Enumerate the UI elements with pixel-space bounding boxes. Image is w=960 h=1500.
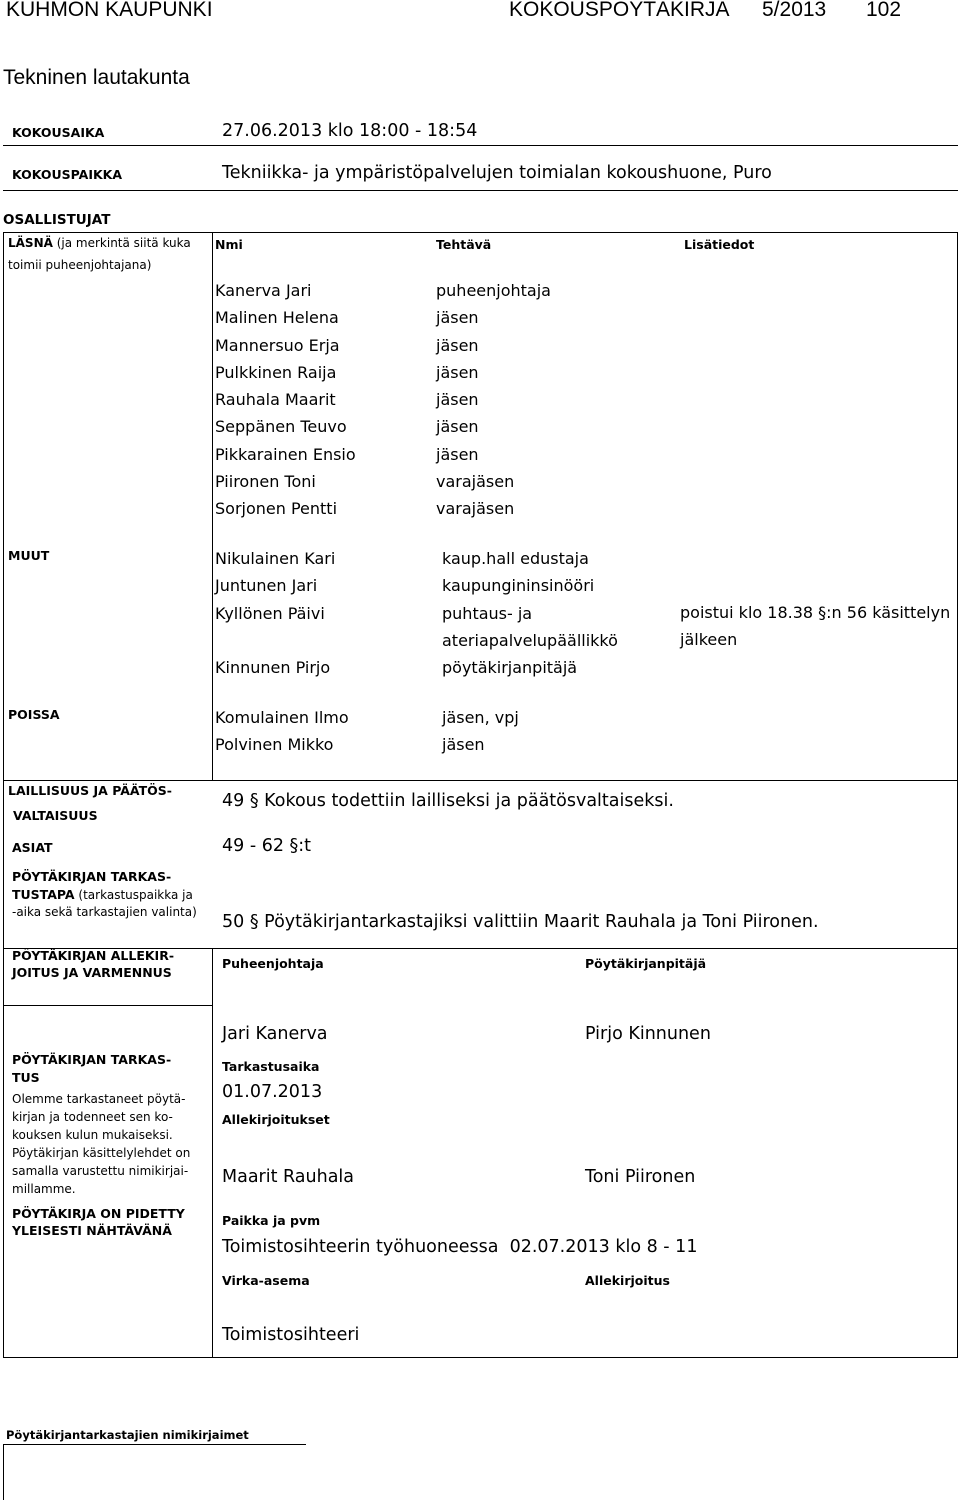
- divider: [3, 190, 958, 191]
- list-item: varajäsen: [436, 499, 515, 519]
- divider: [3, 145, 958, 146]
- absent-names: [215, 704, 349, 759]
- position-value: Toimistosihteeri: [222, 1325, 360, 1345]
- list-item: Polvinen Mikko: [215, 735, 334, 755]
- column-role-header: Tehtävä: [436, 237, 492, 252]
- review-method-text: 50 § Pöytäkirjantarkastajiksi valittiin Maarit Rauhala ja Toni Piironen.: [222, 912, 819, 932]
- list-item: pöytäkirjanpitäjä: [442, 658, 578, 678]
- frame-right: [957, 232, 958, 1358]
- secretary-name: Pirjo Kinnunen: [585, 1024, 711, 1044]
- column-divider: [212, 948, 213, 1358]
- frame-left: [3, 232, 4, 1358]
- review-note: Olemme tarkastaneet pöytä- kirjan ja todenneet sen ko- kouksen kulun mukaiseksi. Pöytäkirjan käsittelylehdet on samalla varustettu nimikirjai- millamme.: [12, 1092, 191, 1196]
- list-item: jäsen: [436, 390, 479, 410]
- review-method-label-line3: -aika sekä tarkastajien valinta): [12, 905, 197, 919]
- meeting-time-value: 27.06.2013 klo 18:00 - 18:54: [222, 121, 478, 141]
- others-names: [215, 545, 335, 681]
- board-name: Tekninen lautakunta: [3, 66, 190, 89]
- items-label: ASIAT: [12, 840, 53, 855]
- others-info: [680, 599, 950, 654]
- meeting-place-value: Tekniikka- ja ympäristöpalvelujen toimialan kokoushuone, Puro: [222, 163, 772, 183]
- public-label-line2: YLEISESTI NÄHTÄVÄNÄ: [12, 1223, 172, 1238]
- present-roles: [436, 277, 551, 523]
- frame-bottom: [3, 1357, 958, 1358]
- list-item: Rauhala Maarit: [215, 390, 336, 410]
- column-name-header: Nmi: [215, 237, 243, 252]
- legality-text: 49 § Kokous todettiin lailliseksi ja päätösvaltaiseksi.: [222, 791, 674, 811]
- chair-label: Puheenjohtaja: [222, 956, 324, 971]
- city-name: KUHMON KAUPUNKI: [6, 0, 213, 21]
- list-item: jäsen: [436, 308, 479, 328]
- list-item: varajäsen: [436, 472, 515, 492]
- review-date-value: 01.07.2013: [222, 1082, 323, 1102]
- column-info-header: Lisätiedot: [684, 237, 755, 252]
- place-date-label: Paikka ja pvm: [222, 1213, 321, 1228]
- list-item: puheenjohtaja: [436, 281, 551, 300]
- column-divider: [212, 232, 213, 780]
- review-method-label-line2: TUSTAPA (tarkastuspaikka ja: [12, 887, 193, 902]
- initials-label: Pöytäkirjantarkastajien nimikirjaimet: [6, 1428, 249, 1442]
- secretary-label: Pöytäkirjanpitäjä: [585, 956, 707, 971]
- list-item: Mannersuo Erja: [215, 335, 340, 355]
- signing-label: PÖYTÄKIRJAN ALLEKIR-: [12, 948, 175, 963]
- list-item: Malinen Helena: [215, 308, 339, 328]
- list-item: jäsen: [436, 362, 479, 382]
- document-type: KOKOUSPÖYTÄKIRJA: [509, 0, 730, 21]
- signing-label-line2: JOITUS JA VARMENNUS: [12, 965, 172, 980]
- place-date-value: Toimistosihteerin työhuoneessa 02.07.2013 klo 8 - 11: [222, 1237, 698, 1257]
- others-label: MUUT: [8, 548, 50, 563]
- list-item: Kyllönen Päivi: [215, 603, 325, 623]
- list-item: Komulainen Ilmo: [215, 708, 349, 727]
- others-roles: [442, 545, 618, 681]
- items-text: 49 - 62 §:t: [222, 836, 312, 856]
- frame-top: [3, 232, 958, 233]
- list-item: Juntunen Jari: [215, 576, 318, 596]
- initials-box-top: [3, 1444, 306, 1445]
- list-item: jäsen: [442, 735, 485, 755]
- list-item: Piironen Toni: [215, 472, 316, 492]
- absent-label: POISSA: [8, 707, 60, 722]
- review-date-label: Tarkastusaika: [222, 1059, 320, 1074]
- list-item: Pulkkinen Raija: [215, 362, 337, 382]
- position-label: Virka-asema: [222, 1273, 310, 1288]
- public-label: PÖYTÄKIRJA ON PIDETTY: [12, 1206, 185, 1221]
- list-item: jäsen: [436, 335, 479, 355]
- signature-label: Allekirjoitus: [585, 1273, 670, 1288]
- list-item: [215, 627, 335, 654]
- signatures-label: Allekirjoitukset: [222, 1112, 330, 1127]
- divider: [3, 780, 958, 781]
- list-item: kaupungininsinööri: [442, 576, 595, 596]
- divider: [3, 1005, 213, 1006]
- list-item: kaup.hall edustaja: [442, 549, 589, 568]
- list-item: Seppänen Teuvo: [215, 417, 347, 437]
- list-item: Nikulainen Kari: [215, 549, 336, 568]
- review-label-line2: TUS: [12, 1070, 40, 1085]
- page-number: 102: [866, 0, 902, 21]
- meeting-time-label: KOKOUSAIKA: [12, 125, 105, 140]
- document-number: 5/2013: [762, 0, 827, 21]
- chair-name: Jari Kanerva: [222, 1024, 328, 1044]
- absent-roles: [442, 704, 519, 759]
- list-item: jäsen: [436, 444, 479, 464]
- list-item: puhtaus- ja: [442, 603, 533, 623]
- list-item: Sorjonen Pentti: [215, 499, 338, 519]
- review-label: PÖYTÄKIRJAN TARKAS-: [12, 1052, 172, 1067]
- present-label-line2: toimii puheenjohtajana): [8, 258, 152, 272]
- present-names: [215, 277, 356, 523]
- reviewer-2-name: Toni Piironen: [585, 1167, 696, 1187]
- present-label: LÄSNÄ (ja merkintä siitä kuka: [8, 236, 191, 250]
- legality-label: LAILLISUUS JA PÄÄTÖS-: [8, 783, 172, 798]
- list-item: Pikkarainen Ensio: [215, 444, 356, 464]
- list-item: jäsen: [436, 417, 479, 437]
- list-item: jälkeen: [680, 630, 738, 650]
- list-item: Kanerva Jari: [215, 281, 312, 300]
- reviewer-1-name: Maarit Rauhala: [222, 1167, 355, 1187]
- meeting-place-label: KOKOUSPAIKKA: [12, 167, 123, 182]
- participants-heading: OSALLISTUJAT: [3, 212, 111, 228]
- legality-label-line2: VALTAISUUS: [13, 808, 98, 823]
- initials-box-left: [3, 1444, 4, 1500]
- list-item: ateriapalvelupäällikkö: [442, 630, 618, 650]
- list-item: poistui klo 18.38 §:n 56 käsittelyn: [680, 603, 951, 622]
- list-item: Kinnunen Pirjo: [215, 658, 331, 678]
- list-item: jäsen, vpj: [442, 708, 519, 727]
- review-method-label: PÖYTÄKIRJAN TARKAS-: [12, 869, 172, 884]
